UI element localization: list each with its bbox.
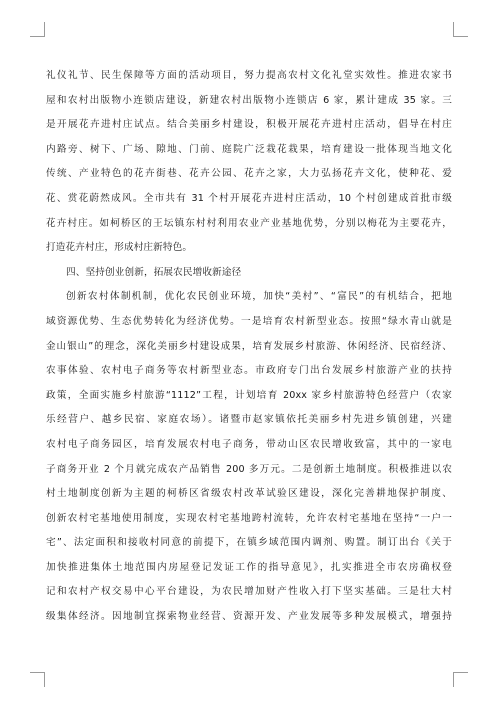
text-line: 级集体经济。因地制宜探索物业经营、资源开发、产业发展等多种发展模式，增强持 [46,611,452,623]
text-line: 花卉村庄。如柯桥区的王坛镇东村村利用农业产业基地优势，分别以梅花为主要花卉， [46,217,452,229]
text-line: 屋和农村出版物小连锁店建设，新建农村出版物小连锁店 6 家，累计建成 35 家。三 [46,94,452,106]
text-line: 村土地制度创新为主题的柯桥区省级农村改革试验区建设，深化完善耕地保护制度、 [46,488,452,500]
text-line: 域资源优势、生态优势转化为经济优势。一是培育农村新型业态。按照“绿水青山就是 [46,315,452,327]
crop-mark-top-right [453,22,468,37]
text-line: 打造花卉村庄，形成村庄新特色。 [46,242,193,254]
text-line: 创新农村体制机制，优化农民创业环境，加快“美村”、“富民”的有机结合，把地 [66,291,452,303]
text-line: 花、赏花蔚然成风。全市共有 31 个村开展花卉进村庄活动，10 个村创建成首批市级 [46,192,452,204]
section-heading: 四、坚持创业创新，拓展农民增收新途径 [66,266,242,278]
crop-mark-bottom-left [30,672,45,687]
crop-mark-bottom-right [453,672,468,687]
text-line: 创新农村宅基地使用制度，实现农村宅基地跨村流转，允许农村宅基地在坚持“一户一 [46,512,452,524]
text-line: 宅”、法定面积和接收村同意的前提下，在镇乡域范围内调剂、购置。制订出台《关于 [46,537,452,549]
text-line: 农事体验、农村电子商务等农村新型业态。市政府专门出台发展乡村旅游产业的扶持 [46,365,452,377]
text-line: 乐经营户、越乡民宿、家庭农场）。诸暨市赵家镇依托美丽乡村先进乡镇创建，兴建 [46,414,452,426]
crop-mark-top-left [30,22,45,37]
body-text [46,64,452,630]
text-line: 记和农村产权交易中心平台建设，为农民增加财产性收入打下坚实基础。三是壮大村 [46,586,452,598]
text-line: 加快推进集体土地范围内房屋登记发证工作的指导意见》，扎实推进全市农房确权登 [46,561,452,573]
text-line: 传统、产业特色的花卉街巷、花卉公园、花卉之家，大力弘扬花卉文化，使种花、爱 [46,168,452,180]
text-line: 金山银山”的理念，深化美丽乡村建设成果，培育发展乡村旅游、休闲经济、民宿经济、 [46,340,452,352]
text-line: 礼仪礼节、民生保障等方面的活动项目，努力提高农村文化礼堂实效性。推进农家书 [46,70,452,81]
text-line: 是开展花卉进村庄试点。结合美丽乡村建设，积极开展花卉进村庄活动，倡导在村庄 [46,119,452,131]
text-line: 政策，全面实施乡村旅游“1112”工程，计划培育 20xx 家乡村旅游特色经营户（农家 [46,389,452,401]
text-line: 农村电子商务园区，培育发展农村电子商务，带动山区农民增收致富，其中的一家电 [46,438,452,450]
text-line: 子商务开业 2 个月就完成农产品销售 200 多万元。二是创新土地制度。积极推进以农 [46,463,452,475]
text-line: 内路旁、树下、广场、隙地、门前、庭院广泛栽花栽果，培育建设一批体现当地文化 [46,143,452,155]
